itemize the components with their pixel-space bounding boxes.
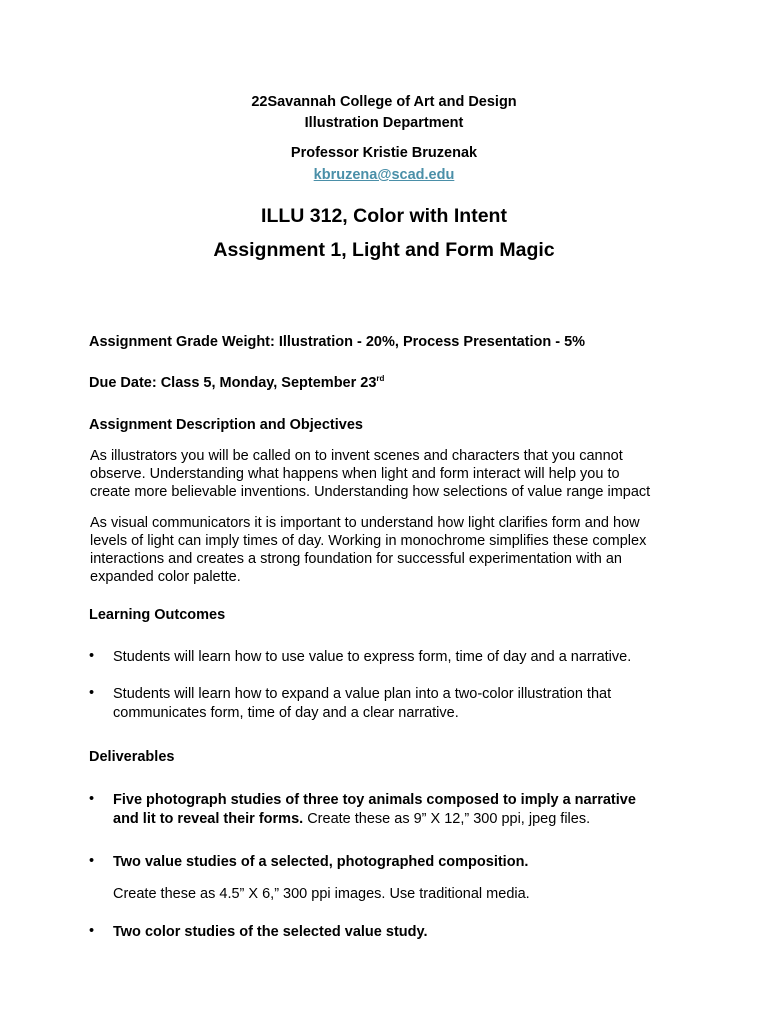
description-paragraph-2	[90, 514, 690, 586]
paragraph-line: As visual communicators it is important to understand how light clarifies form and how	[90, 515, 640, 531]
paragraph-line: As illustrators you will be called on to invent scenes and characters that you cannot	[90, 448, 623, 464]
bullet-icon: •	[89, 853, 95, 869]
professor-name: Professor Kristie Bruzenak	[290, 145, 478, 161]
deliverable-item-3-bold: Two color studies of the selected value study.	[113, 924, 428, 940]
deliverable-item-1-bold-line-2: and lit to reveal their forms.	[113, 811, 304, 827]
bullet-icon: •	[89, 648, 95, 664]
description-paragraph-1	[90, 447, 690, 501]
paragraph-line: levels of light can imply times of day. Working in monochrome simplifies these complex	[90, 533, 647, 549]
list-item-line: Students will learn how to expand a value plan into a two-color illustration that	[113, 686, 612, 702]
deliverable-item-2-detail: Create these as 4.5” X 6,” 300 ppi images. Use traditional media.	[113, 886, 530, 902]
due-date-text: Due Date: Class 5, Monday, September 23	[89, 375, 377, 391]
professor-email-link[interactable]: kbruzena@scad.edu	[313, 167, 455, 183]
bullet-icon: •	[89, 923, 95, 939]
learning-outcome-item-1: Students will learn how to use value to express form, time of day and a narrative.	[113, 649, 632, 665]
deliverable-item-1-detail: Create these as 9” X 12,” 300 ppi, jpeg files.	[303, 811, 591, 827]
paragraph-line: interactions and creates a strong foundation for successful experimentation with an	[90, 551, 622, 567]
paragraph-line: create more believable inventions. Understanding how selections of value range impact	[90, 484, 651, 500]
paragraph-line: observe. Understanding what happens when light and form interact will help you to	[90, 466, 620, 482]
deliverable-item-1	[113, 791, 673, 829]
due-date	[89, 375, 384, 391]
course-title: ILLU 312, Color with Intent	[261, 205, 507, 227]
deliverable-item-2-bold: Two value studies of a selected, photographed composition.	[113, 854, 529, 870]
deliverable-item-2	[113, 853, 673, 872]
assignment-title: Assignment 1, Light and Form Magic	[213, 239, 555, 261]
deliverable-item-3	[113, 923, 673, 942]
description-heading: Assignment Description and Objectives	[89, 417, 363, 433]
bullet-icon: •	[89, 791, 95, 807]
list-item-line: communicates form, time of day and a clear narrative.	[113, 705, 459, 721]
grade-weight: Assignment Grade Weight: Illustration - 20%, Process Presentation - 5%	[89, 334, 586, 350]
professor-email-line	[0, 166, 768, 184]
college-name: 22Savannah College of Art and Design	[251, 94, 517, 110]
bullet-icon: •	[89, 685, 95, 701]
due-date-suffix: rd	[376, 374, 385, 384]
deliverable-item-1-bold-line-1: Five photograph studies of three toy animals composed to imply a narrative	[113, 792, 636, 808]
learning-outcomes-heading: Learning Outcomes	[89, 607, 226, 623]
department-name: Illustration Department	[304, 115, 464, 131]
learning-outcome-item-2	[113, 685, 673, 723]
paragraph-line: expanded color palette.	[90, 569, 241, 585]
deliverables-heading: Deliverables	[89, 749, 175, 765]
